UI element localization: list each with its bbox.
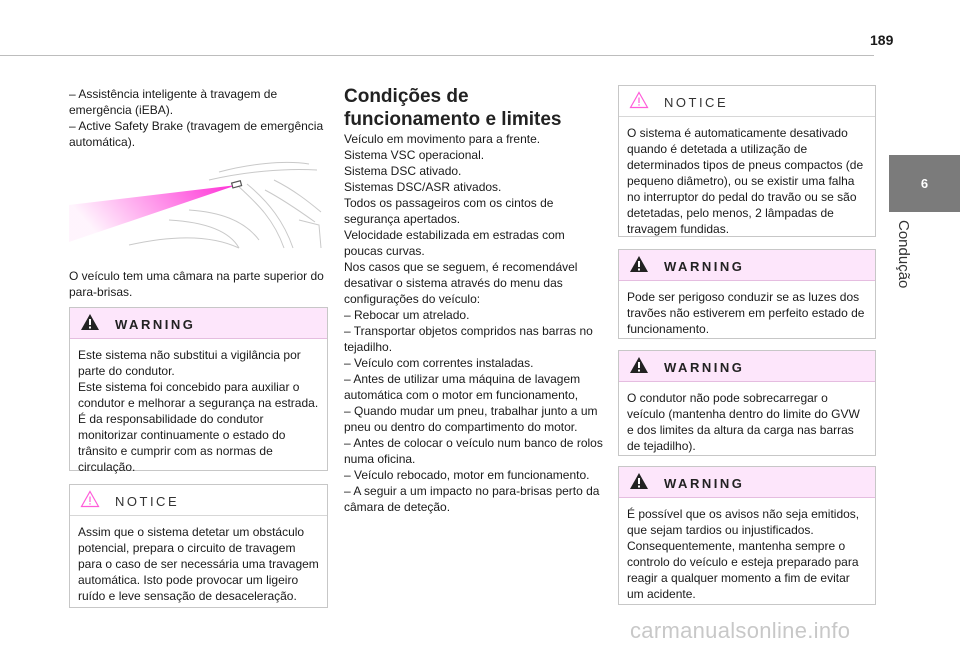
notice-body: O sistema é automaticamente desativado quando é detetada a utilização de determinados tipos de pneus compactos (de pequeno diâmetro), ou se existir uma falha no interruptor do pedal do travão ou se são detetadas, pelo menos, 2 lâmpadas de travagem fundidas. xyxy=(627,126,864,236)
warning-header xyxy=(619,250,875,281)
warning-header xyxy=(619,467,875,498)
chapter-tab[interactable]: 6 xyxy=(889,155,960,212)
condition-line: – Rebocar um atrelado. xyxy=(344,308,470,322)
warning-body: Pode ser perigoso conduzir se as luzes dos travões não estiverem em perfeito estado de funcionamento. xyxy=(627,290,865,336)
condition-line: – Antes de colocar o veículo num banco de rolos numa oficina. xyxy=(344,436,603,466)
condition-line: Sistemas DSC/ASR ativados. xyxy=(344,180,502,194)
warning-line: Este sistema não substitui a vigilância por parte do condutor. xyxy=(78,348,301,378)
warning-title: WARNING xyxy=(664,476,745,491)
intro-line: – Active Safety Brake (travagem de emergência automática). xyxy=(69,119,324,149)
condition-line: – Veículo com correntes instaladas. xyxy=(344,356,534,370)
warning-triangle-icon xyxy=(629,472,649,490)
windscreen-camera-illustration xyxy=(69,150,325,250)
page-number: 189 xyxy=(870,32,894,48)
warning-line: Este sistema foi concebido para auxiliar o condutor e melhorar a segurança na estrada. xyxy=(78,380,319,410)
notice-line: Assim que o sistema detetar um obstáculo potencial, prepara o circuito de travagem para o caso de ser necessária uma travagem automática. Isto pode provocar um ligeiro ruído e leve sensação de desaceleração. xyxy=(78,525,319,603)
notice-header xyxy=(70,485,327,516)
chapter-label-text: Condução xyxy=(895,220,912,289)
notice-triangle-icon xyxy=(629,91,649,109)
notice-title: NOTICE xyxy=(664,95,729,110)
warning-title: WARNING xyxy=(664,259,745,274)
notice-box xyxy=(69,484,328,608)
watermark: carmanualsonline.info xyxy=(630,618,851,643)
intro-text xyxy=(69,86,327,150)
condition-line: – Antes de utilizar uma máquina de lavagem automática com o motor em funcionamento, xyxy=(344,372,581,402)
warning-triangle-icon xyxy=(629,255,649,273)
warning-box xyxy=(618,466,876,605)
condition-line: Veículo em movimento para a frente. xyxy=(344,132,541,146)
warning-body: É possível que os avisos não seja emitidos, que sejam tardios ou injustificados. Consequentemente, mantenha sempre o controlo do veículo e esteja preparado para reagir a qualquer momento a fim de evitar um acidente. xyxy=(627,507,860,601)
conditions-text xyxy=(344,131,604,515)
condition-line: – Transportar objetos compridos nas barras no tejadilho. xyxy=(344,324,593,354)
warning-body: O condutor não pode sobrecarregar o veículo (mantenha dentro do limite do GVW e dos limites da altura da carga nas barras de tejadilho). xyxy=(627,391,860,453)
warning-box xyxy=(618,350,876,456)
warning-line: É da responsabilidade do condutor monitorizar continuamente o estado do trânsito e cumprir com as normas de circulação. xyxy=(78,412,286,474)
warning-box xyxy=(618,249,876,339)
condition-line: Sistema VSC operacional. xyxy=(344,148,485,162)
condition-line: – A seguir a um impacto no para-brisas perto da câmara de deteção. xyxy=(344,484,600,514)
section-title: Condições de funcionamento e limites xyxy=(344,86,562,130)
warning-header xyxy=(70,308,327,339)
warning-triangle-icon xyxy=(629,356,649,374)
notice-header xyxy=(619,86,875,117)
warning-title: WARNING xyxy=(664,360,745,375)
warning-header xyxy=(619,351,875,382)
notice-body xyxy=(70,516,327,613)
notice-box xyxy=(618,85,876,237)
condition-line: – Veículo rebocado, motor em funcionamento. xyxy=(344,468,590,482)
condition-line: – Quando mudar um pneu, trabalhar junto a um pneu ou dentro do compartimento do motor. xyxy=(344,404,598,434)
condition-line: Velocidade estabilizada em estradas com poucas curvas. xyxy=(344,228,565,258)
condition-line: Nos casos que se seguem, é recomendável desativar o sistema através do menu das configurações do veículo: xyxy=(344,260,578,306)
condition-line: Todos os passageiros com os cintos de segurança apertados. xyxy=(344,196,554,226)
warning-body xyxy=(70,339,327,484)
figure-caption: O veículo tem uma câmara na parte superior do para-brisas. xyxy=(69,269,324,299)
notice-triangle-icon xyxy=(80,490,100,508)
warning-triangle-icon xyxy=(80,313,100,331)
condition-line: Sistema DSC ativado. xyxy=(344,164,462,178)
warning-title: WARNING xyxy=(115,317,196,332)
header-divider xyxy=(0,55,874,56)
notice-title: NOTICE xyxy=(115,494,180,509)
chapter-label xyxy=(884,212,924,302)
intro-line: – Assistência inteligente à travagem de emergência (iEBA). xyxy=(69,87,278,117)
warning-box xyxy=(69,307,328,474)
